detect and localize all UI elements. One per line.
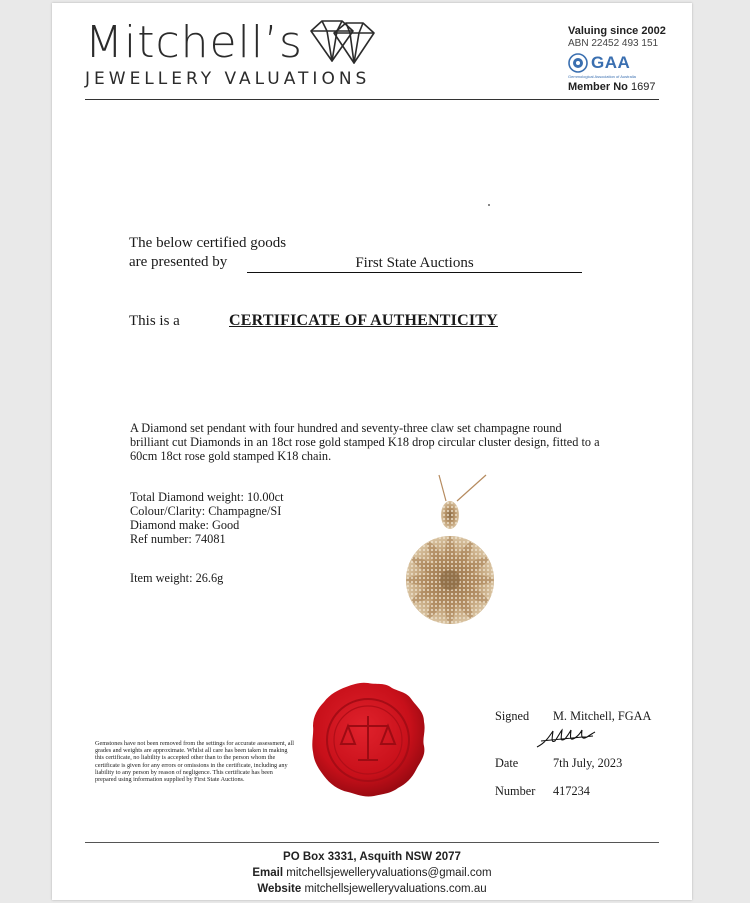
- website-link[interactable]: mitchellsjewelleryvaluations.com.au: [304, 883, 487, 895]
- disclaimer-text: Gemstones have not been removed from the settings for accurate assessment, all grades and weights are approximate. Whilst all care has been taken in making this certificate, no liability is accepted other than to the person whom the certificate is given for any errors or omissions in the certificate, including any liability to any person by reason of negligence. This certificate has been prepared using information supplied by First State Auctions.: [95, 740, 294, 784]
- speck: [488, 204, 490, 206]
- footer: [52, 849, 692, 897]
- abn-number: ABN 22452 493 151: [568, 38, 659, 49]
- wax-seal-icon: [308, 680, 428, 800]
- footer-website-row: [52, 881, 692, 897]
- gaa-text: GAA: [591, 53, 631, 72]
- colour-clarity: Colour/Clarity: Champagne/SI: [130, 504, 282, 518]
- signed-by: M. Mitchell, FGAA: [553, 709, 652, 723]
- signed-label: Signed: [495, 709, 530, 723]
- valuing-since: Valuing since 2002: [568, 25, 666, 37]
- header-divider: [85, 99, 659, 100]
- email-label: Email: [252, 867, 284, 879]
- member-value: 1697: [630, 81, 656, 93]
- this-is-a: This is a: [129, 313, 180, 329]
- website-label: Website: [257, 883, 302, 895]
- number-value: 417234: [553, 784, 590, 798]
- date-value: 7th July, 2023: [553, 756, 623, 770]
- email-link[interactable]: mitchellsjewelleryvaluations@gmail.com: [286, 867, 492, 879]
- pendant-photo: [402, 473, 497, 633]
- gaa-caption: Gemmological Association of Australia: [568, 74, 636, 79]
- intro-line-2-label: are presented by: [129, 254, 228, 270]
- item-specs: [130, 490, 284, 546]
- signature-icon: [535, 727, 597, 749]
- certificate-title: CERTIFICATE OF AUTHENTICITY: [229, 312, 498, 329]
- item-weight: Item weight: 26.6g: [130, 571, 224, 585]
- diamond-make: Diamond make: Good: [130, 518, 240, 532]
- item-description: A Diamond set pendant with four hundred and seventy-three claw set champagne round brilliant cut Diamonds in an 18ct rose gold stamped K18 drop circular cluster design, fitted to a 60cm 18ct rose gold stamped K18 chain.: [130, 421, 600, 463]
- footer-divider: [85, 842, 659, 843]
- gaa-logo: [568, 53, 666, 73]
- footer-email-row: [52, 865, 692, 881]
- footer-address: PO Box 3331, Asquith NSW 2077: [283, 851, 461, 863]
- presented-by-value: First State Auctions: [247, 255, 582, 273]
- brand-subtitle: JEWELLERY VALUATIONS: [85, 69, 371, 89]
- diamond-logo-icon: [308, 19, 376, 65]
- date-label: Date: [495, 756, 519, 770]
- certificate-page: [52, 3, 692, 900]
- brand-name: Mitchell’s: [85, 17, 303, 68]
- intro-line-1: The below certified goods: [129, 235, 287, 251]
- member-number: [568, 81, 666, 93]
- total-diamond-weight: Total Diamond weight: 10.00ct: [130, 490, 284, 504]
- gaa-emblem-icon: [568, 53, 588, 73]
- member-label: Member No: [568, 81, 628, 93]
- number-label: Number: [495, 784, 536, 798]
- ref-number: Ref number: 74081: [130, 532, 226, 546]
- accreditation-block: [568, 25, 666, 93]
